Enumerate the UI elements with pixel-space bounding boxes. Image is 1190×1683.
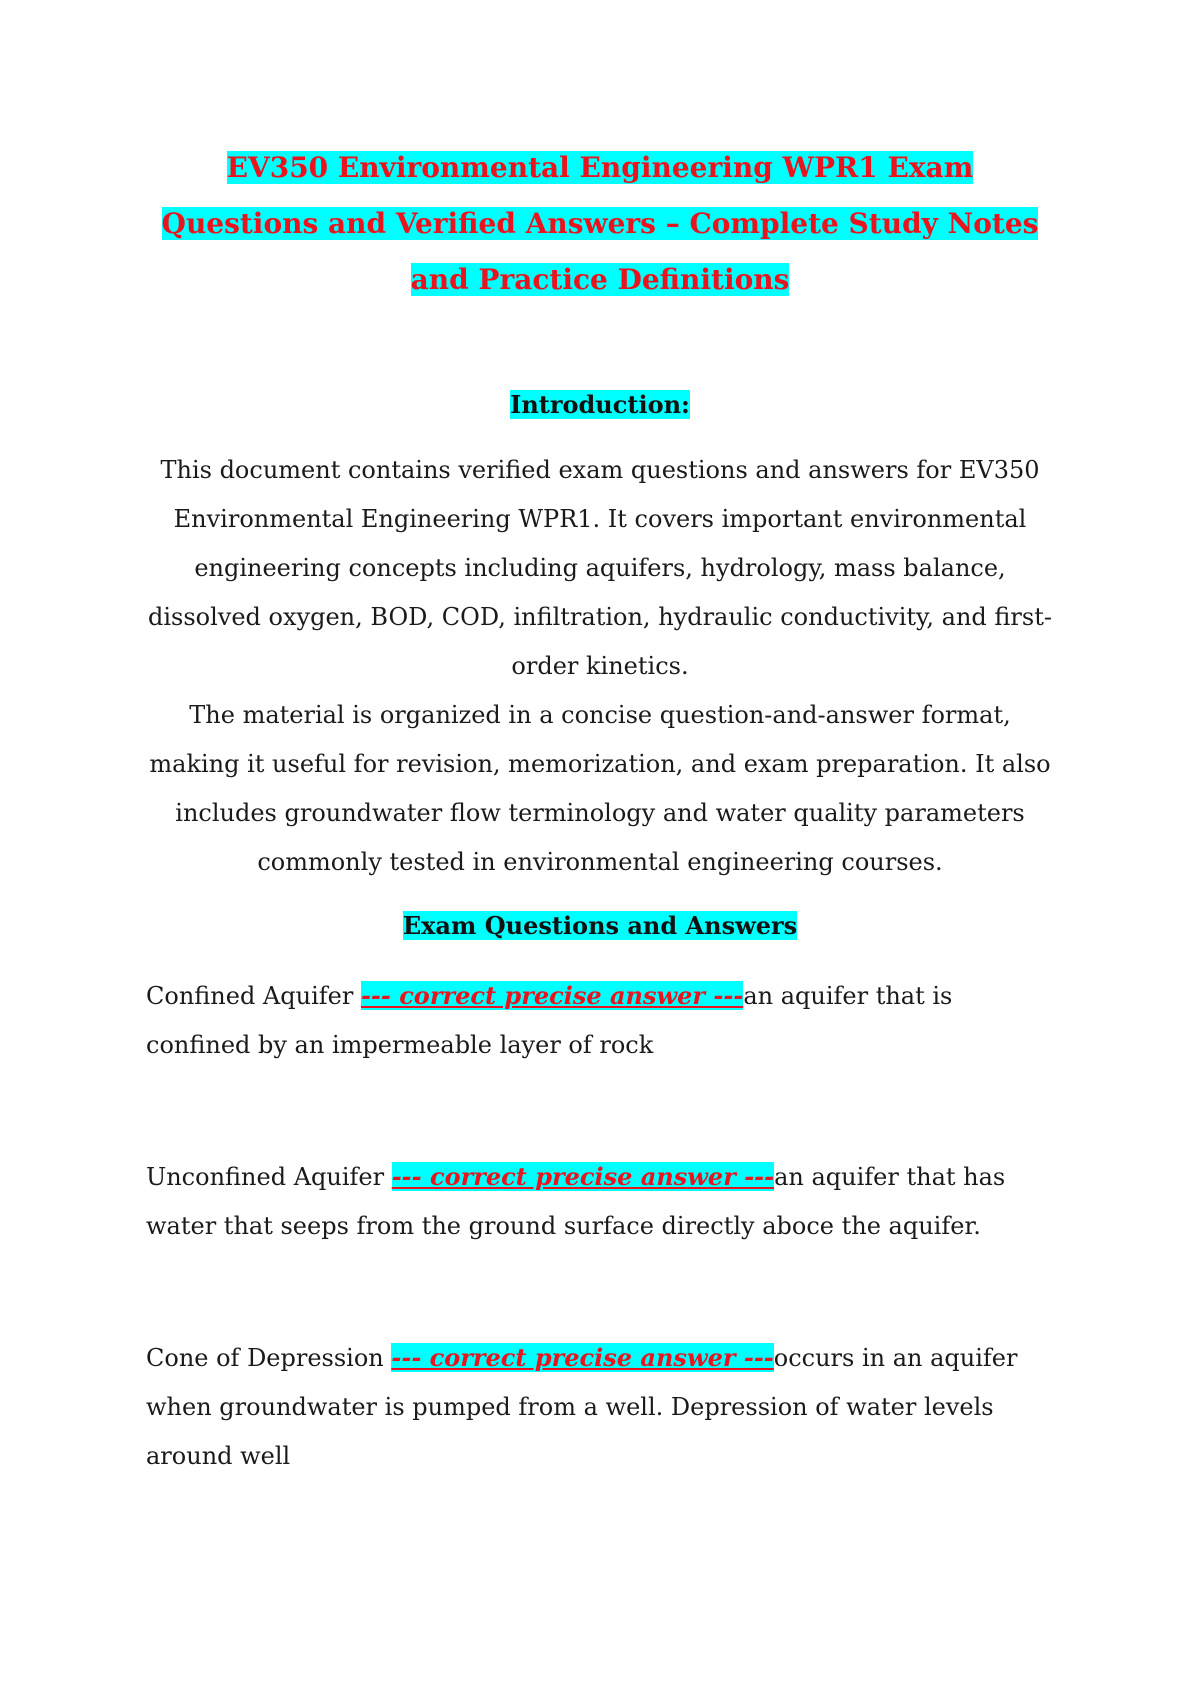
title-line: and Practice Definitions bbox=[410, 263, 790, 296]
qa-answer: occurs in an aquifer when groundwater is pumped from a well. Depression of water levels around well bbox=[146, 1344, 1018, 1470]
title-line: Questions and Verified Answers – Complete Study Notes bbox=[161, 207, 1039, 240]
qa-item bbox=[146, 1333, 1054, 1481]
intro-paragraph: This document contains verified exam questions and answers for EV350 Environmental Engineering WPR1. It covers important environmental engineering concepts including aquifers, hydrology, mass balance, dissolved oxygen, BOD, COD, infiltration, hydraulic conductivity, and first-order kinetics. bbox=[148, 456, 1052, 680]
qa-item bbox=[146, 1152, 1054, 1251]
intro-paragraph: The material is organized in a concise question-and-answer format, making it useful for revision, memorization, and exam preparation. It also includes groundwater flow terminology and water quality parameters commonly tested in environmental engineering courses. bbox=[149, 701, 1051, 876]
qa-term: Cone of Depression bbox=[146, 1344, 392, 1372]
exam-heading-text: Exam Questions and Answers bbox=[402, 911, 798, 940]
answer-marker: --- correct precise answer --- bbox=[391, 1343, 774, 1372]
qa-answer: an aquifer that is confined by an impermeable layer of rock bbox=[146, 982, 953, 1059]
document-page bbox=[146, 140, 1054, 1481]
qa-answer: an aquifer that has water that seeps from the ground surface directly aboce the aquifer. bbox=[146, 1163, 1006, 1240]
qa-list bbox=[146, 971, 1054, 1481]
answer-marker: --- correct precise answer --- bbox=[360, 981, 744, 1010]
document-title bbox=[146, 140, 1054, 308]
exam-heading bbox=[146, 907, 1054, 945]
qa-term: Confined Aquifer bbox=[146, 982, 361, 1010]
title-line: EV350 Environmental Engineering WPR1 Exam bbox=[226, 151, 974, 184]
answer-marker: --- correct precise answer --- bbox=[391, 1162, 775, 1191]
intro-heading bbox=[146, 386, 1054, 424]
qa-item bbox=[146, 971, 1054, 1070]
intro-heading-text: Introduction: bbox=[510, 390, 690, 419]
intro-body bbox=[146, 446, 1054, 887]
qa-term: Unconfined Aquifer bbox=[146, 1163, 392, 1191]
